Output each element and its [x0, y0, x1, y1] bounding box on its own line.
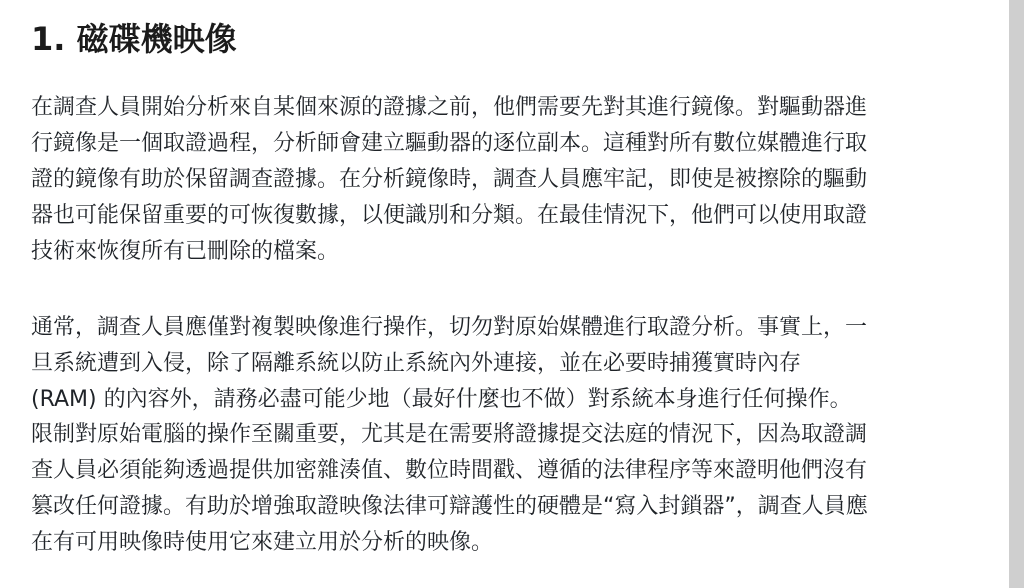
paragraph-line: 在調查人員開始分析來自某個來源的證據之前，他們需要先對其進行鏡像。對驅動器進: [31, 95, 868, 120]
paragraph-line: 證的鏡像有助於保留調查證據。在分析鏡像時，調查人員應牢記，即使是被擦除的驅動: [31, 167, 868, 192]
paragraph-line: 限制對原始電腦的操作至關重要，尤其是在需要將證據提交法庭的情況下，因為取證調: [31, 422, 868, 448]
section-heading: 1. 磁碟機映像: [31, 20, 237, 58]
paragraph-2: [31, 310, 971, 561]
scrollbar[interactable]: [1009, 0, 1024, 588]
paragraph-1: [31, 90, 971, 270]
paragraph-line: 行鏡像是一個取證過程，分析師會建立驅動器的逐位副本。這種對所有數位媒體進行取: [31, 131, 868, 156]
paragraph-line: 查人員必須能夠透過提供加密雜湊值、數位時間戳、遵循的法律程序等來證明他們沒有: [31, 458, 868, 484]
paragraph-line: 器也可能保留重要的可恢復數據，以便識別和分類。在最佳情況下，他們可以使用取證: [31, 203, 868, 228]
paragraph-line: 篡改任何證據。有助於增強取證映像法律可辯護性的硬體是“寫入封鎖器”，調查人員應: [31, 493, 868, 519]
paragraph-line: 在有可用映像時使用它來建立用於分析的映像。: [31, 529, 494, 555]
paragraph-line: (RAM) 的內容外，請務必盡可能少地（最好什麼也不做）對系統本身進行任何操作。: [31, 386, 852, 412]
paragraph-line: 技術來恢復所有已刪除的檔案。: [31, 239, 340, 264]
paragraph-line: 通常，調查人員應僅對複製映像進行操作，切勿對原始媒體進行取證分析。事實上，一: [31, 315, 868, 340]
paragraph-line: 旦系統遭到入侵，除了隔離系統以防止系統內外連接，並在必要時捕獲實時內存: [31, 350, 802, 376]
